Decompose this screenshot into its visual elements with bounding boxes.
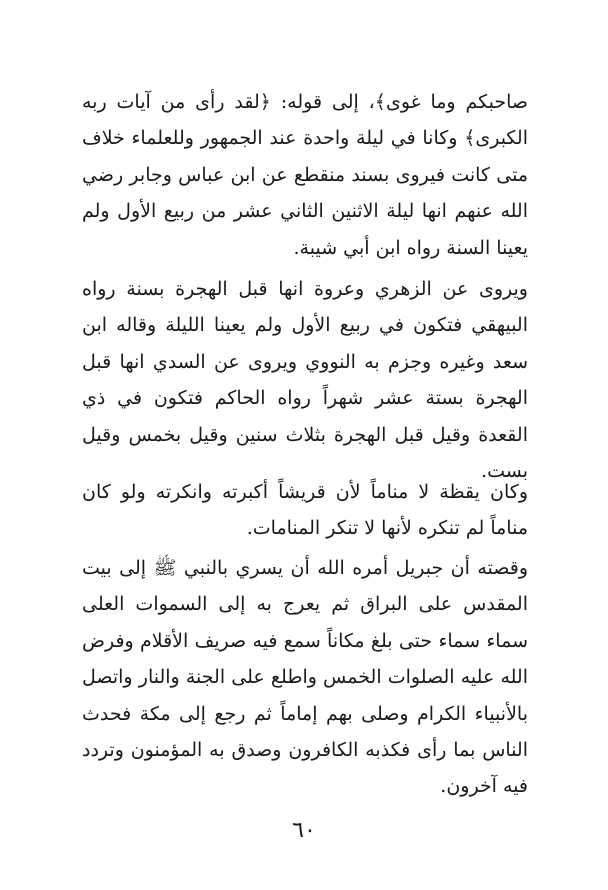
paragraph-1: صاحبكم وما غوى﴾، إلى قوله: ﴿لقد رأى من آيات ربه الكبرى﴾ وكانا في ليلة واحدة عند الجمهور وللعلماء خلاف متى كانت فيروى بسند منقطع عن ابن عباس وجابر رضي الله عنهم انها ليلة الاثنين الثاني عشر من ربيع الأول ولم يعينا السنة رواه ابن أبي شيبة. (82, 91, 528, 259)
paragraph-3: وكان يقظة لا مناماً لأن قريشاً أكبرته وانكرته ولو كان مناماً لم تنكره لأنها لا تنكر المنامات. (82, 481, 528, 540)
paragraph-2: ويروى عن الزهري وعروة انها قبل الهجرة بسنة رواه البيهقي فتكون في ربيع الأول ولم يعينا الليلة وقاله ابن سعد وغيره وجزم به النووي ويروى عن السدي انها قبل الهجرة بستة عشر شهراً رواه الحاكم فتكون في ذي القعدة وقيل قبل الهجرة بثلاث سنين وقيل بخمس وقيل بست. (82, 278, 528, 483)
paragraph-4: وقصته أن جبريل أمره الله أن يسري بالنبي ﷺ إلى بيت المقدس على البراق ثم يعرج به إلى السموات العلى سماء سماء حتى بلغ مكاناً سمع فيه صريف الأقلام وفرض الله عليه الصلوات الخمس واطلع على الجنة والنار واتصل بالأنبياء الكرام وصلى بهم إماماً ثم رجع إلى مكة فحدث الناس بما رأى فكذبه الكافرون وصدق به المؤمنون وتردد فيه آخرون. (82, 557, 528, 798)
page-number: ٦٠ (292, 818, 316, 843)
